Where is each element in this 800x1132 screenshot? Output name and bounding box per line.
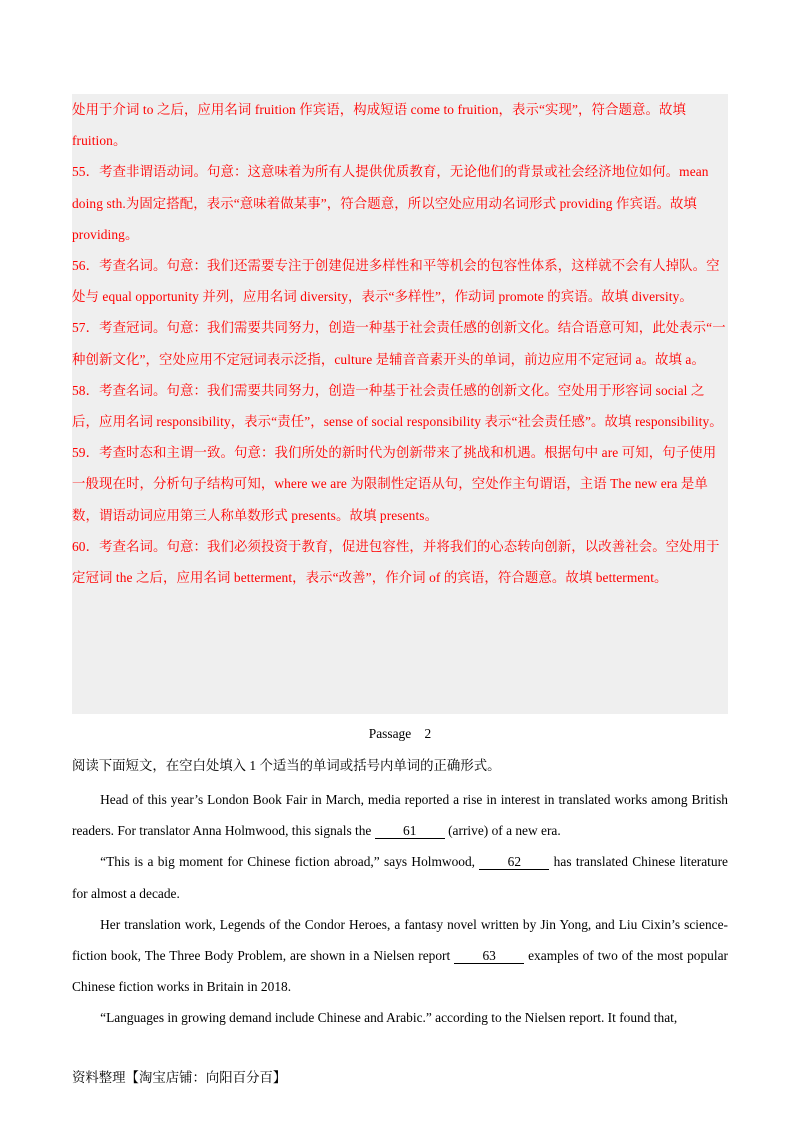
answer-55: 55．考查非谓语动词。句意：这意味着为所有人提供优质教育，无论他们的背景或社会经济地位如何。mean doing sth.为固定搭配，表示“意味着做某事”，符合题意，所以空处应用动名词形式 providing 作宾语。故填 providing。 xyxy=(72,164,709,242)
answer-explanations xyxy=(72,94,728,714)
passage-paragraph-3: Her translation work, Legends of the Condor Heroes, a fantasy novel written by Jin Yong, and Liu Cixin’s science-fiction book, The Three Body Problem, are shown in a Nielsen report 63 examples of two of the most popular Chinese fiction works in Britain in 2018. xyxy=(72,916,728,995)
answer-60: 60．考查名词。句意：我们必须投资于教育，促进包容性，并将我们的心态转向创新，以改善社会。空处用于定冠词 the 之后，应用名词 betterment，表示“改善”，作介词 of 的宾语，符合题意。故填 betterment。 xyxy=(72,538,720,586)
passage-paragraph-1: Head of this year’s London Book Fair in March, media reported a rise in interest in translated works among British readers. For translator Anna Holmwood, this signals the 61 (arrive) of a new era. xyxy=(72,792,728,839)
passage-paragraph-4: “Languages in growing demand include Chinese and Arabic.” according to the Nielsen report. It found that, xyxy=(100,1010,678,1026)
footer-source: 资料整理【淘宝店铺：向阳百分百】 xyxy=(72,1070,287,1085)
blank-62: 62 xyxy=(479,854,549,870)
passage-paragraph-2: “This is a big moment for Chinese fiction abroad,” says Holmwood, 62 has translated Chinese literature for almost a decade. xyxy=(72,854,729,901)
passage-body xyxy=(72,784,728,1034)
answer-58: 58．考查名词。句意：我们需要共同努力，创造一种基于社会责任感的创新文化。空处用于形容词 social 之后，应用名词 responsibility，表示“责任”，sense of social responsibility 表示“社会责任感”。故填 responsibility。 xyxy=(72,382,723,430)
answer-56: 56．考查名词。句意：我们还需要专注于创建促进多样性和平等机会的包容性体系，这样就不会有人掉队。空处与 equal opportunity 并列，应用名词 diversity，表示“多样性”，作动词 promote 的宾语。故填 diversity。 xyxy=(72,258,720,305)
answer-57: 57．考查冠词。句意：我们需要共同努力，创造一种基于社会责任感的创新文化。结合语意可知，此处表示“一种创新文化”，空处应用不定冠词表示泛指，culture 是辅音音素开头的单词，前边应用不定冠词 a。故填 a。 xyxy=(72,320,726,367)
answer-59: 59．考查时态和主谓一致。句意：我们所处的新时代为创新带来了挑战和机遇。根据句中 are 可知，句子使用一般现在时，分析句子结构可知，where we are 为限制性定语从句，空处作主句谓语，主语 The new era 是单数，谓语动词应用第三人称单数形式 presents。故填 presents。 xyxy=(72,445,717,523)
blank-63: 63 xyxy=(454,948,524,964)
answer-54-tail: 处用于介词 to 之后，应用名词 fruition 作宾语，构成短语 come to fruition，表示“实现”，符合题意。故填 fruition。 xyxy=(72,102,686,149)
blank-61: 61 xyxy=(375,823,445,839)
instruction-text: 阅读下面短文，在空白处填入 1 个适当的单词或括号内单词的正确形式。 xyxy=(72,758,501,773)
passage-title: Passage 2 xyxy=(368,726,432,741)
